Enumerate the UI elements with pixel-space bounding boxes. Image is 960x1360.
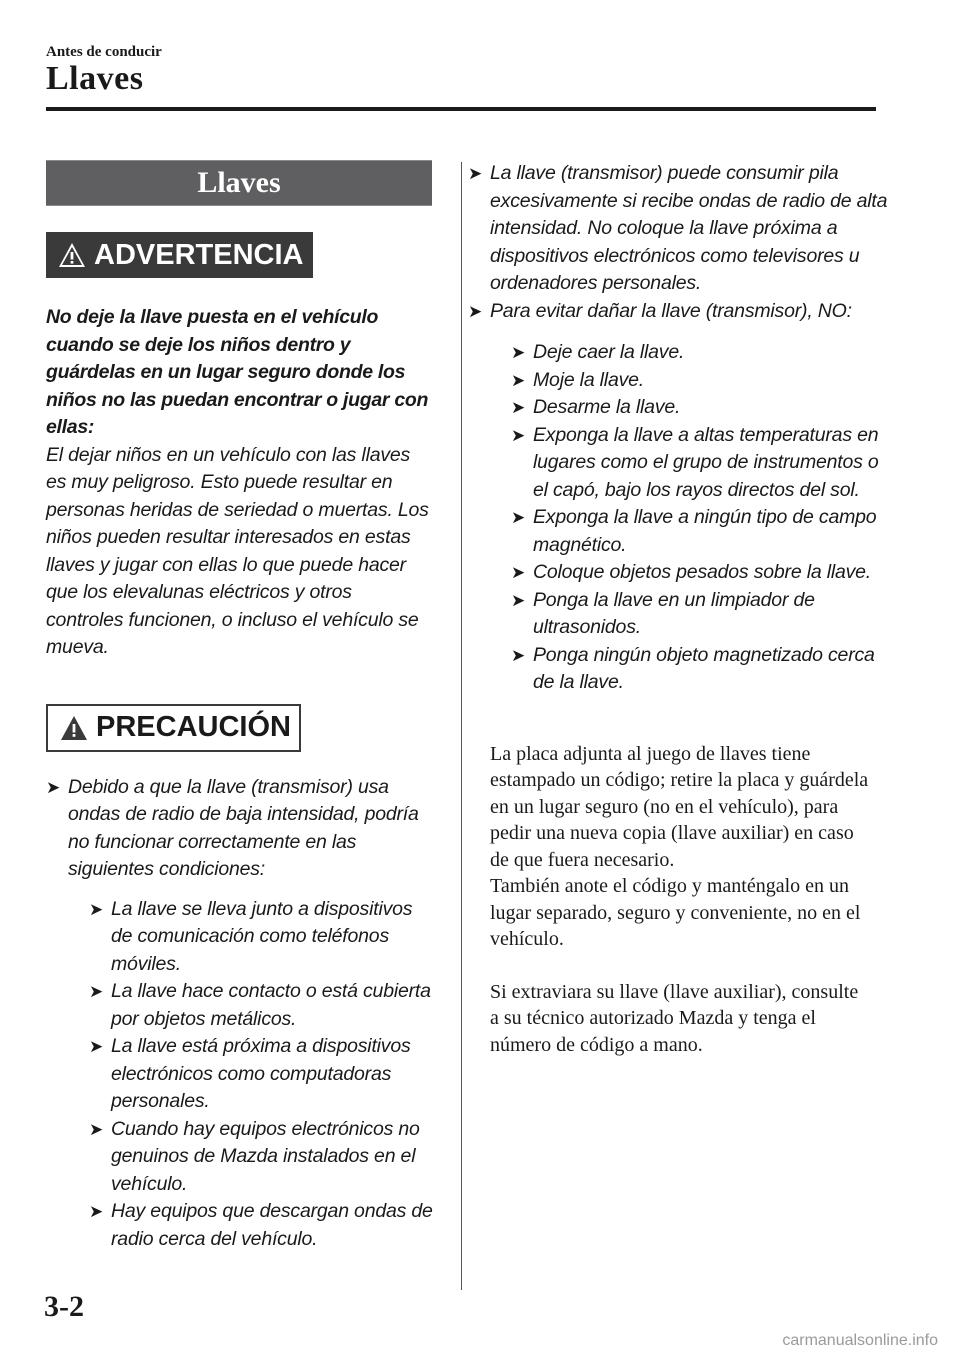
warning-text: El dejar niños en un vehículo con las llaves es muy peligroso. Esto puede resultar en personas heridas de seriedad o muertas. Los niños pueden resultar interesados en estas llaves y jugar con ellas lo que puede hacer que los elevalunas eléctricos y otros controles funcionen, o incluso el vehículo se mueva. xyxy=(46,443,429,658)
caution-list-continued xyxy=(468,160,890,697)
list-item-text: Para evitar dañar la llave (transmisor), NO: xyxy=(490,299,852,322)
arrowhead-bullet-icon: ➤ xyxy=(511,370,526,390)
list-item-text: La llave (transmisor) puede consumir pila excesivamente si recibe ondas de radio de alta intensidad. No coloque la llave próxima a dispositivos electrónicos como televisores u ordenadores personales. xyxy=(490,162,888,294)
warning-bold-text: No deje la llave puesta en el vehículo cuando se deje los niños dentro y guárdelas en un lugar seguro donde los niños no las puedan encontrar o jugar con ellas: xyxy=(46,306,429,438)
list-item-text: La llave se lleva junto a dispositivos de comunicación como teléfonos móviles. xyxy=(111,897,413,975)
sublist xyxy=(89,896,434,1254)
list-item xyxy=(511,642,890,697)
watermark: carmanualsonline.info xyxy=(782,1332,938,1349)
page-number: 3-2 xyxy=(44,1290,84,1323)
warning-triangle-icon xyxy=(60,715,88,741)
section-banner: Llaves xyxy=(46,160,432,206)
list-item-text: Desarme la llave. xyxy=(533,396,681,418)
warning-label: ADVERTENCIA xyxy=(94,238,304,271)
list-item-text: Ponga ningún objeto magnetizado cerca de la llave. xyxy=(533,643,875,693)
arrowhead-bullet-icon: ➤ xyxy=(89,1037,104,1056)
list-item xyxy=(89,896,434,979)
list-item-text: Cuando hay equipos electrónicos no genuinos de Mazda instalados en el vehículo. xyxy=(111,1117,420,1195)
arrowhead-bullet-icon: ➤ xyxy=(89,899,104,919)
arrowhead-bullet-icon: ➤ xyxy=(511,398,526,417)
arrowhead-bullet-icon: ➤ xyxy=(89,982,104,1001)
list-item-text: Moje la llave. xyxy=(533,368,645,391)
list-item xyxy=(511,339,890,367)
list-item xyxy=(511,394,890,422)
body-paragraph: La placa adjunta al juego de llaves tiene estampado un código; retire la placa y guárdela en un lugar seguro (no en el vehículo), para pedir una nueva copia (llave auxiliar) en caso de que fuera necesario. xyxy=(490,742,869,871)
list-item xyxy=(468,298,890,697)
list-item xyxy=(46,774,434,1254)
list-item xyxy=(89,978,434,1033)
body-paragraph: Si extraviara su llave (llave auxiliar), consulte a su técnico autorizado Mazda y tenga el número de código a mano. xyxy=(490,980,859,1056)
list-item xyxy=(89,1116,434,1199)
arrowhead-bullet-icon: ➤ xyxy=(511,645,526,665)
arrowhead-bullet-icon: ➤ xyxy=(511,508,526,527)
list-item xyxy=(511,422,890,505)
arrowhead-bullet-icon: ➤ xyxy=(46,777,61,797)
list-item-text: Deje caer la llave. xyxy=(533,341,685,363)
list-item-text: Ponga la llave en un limpiador de ultrasonidos. xyxy=(533,588,815,638)
list-item-text: La llave está próxima a dispositivos electrónicos como computadoras personales. xyxy=(111,1035,411,1112)
arrowhead-bullet-icon: ➤ xyxy=(511,590,526,610)
header-divider xyxy=(46,107,876,111)
list-item-text: La llave hace contacto o está cubierta por objetos metálicos. xyxy=(111,980,431,1030)
arrowhead-bullet-icon: ➤ xyxy=(89,1202,104,1221)
list-item-text: Exponga la llave a ningún tipo de campo magnético. xyxy=(533,506,877,556)
list-item-text: Exponga la llave a altas temperaturas en lugares como el grupo de instrumentos o el capó, bajo los rayos directos del sol. xyxy=(533,423,879,501)
list-item-text: Debido a que la llave (transmisor) usa ondas de radio de baja intensidad, podría no funcionar correctamente en las siguientes condiciones: xyxy=(68,775,419,880)
left-column xyxy=(46,160,434,1253)
warning-badge xyxy=(46,232,313,278)
section-name: Antes de conducir xyxy=(46,44,162,60)
list-item-text: Coloque objetos pesados sobre la llave. xyxy=(533,561,872,583)
body-paragraph: También anote el código y manténgalo en un lugar separado, seguro y conveniente, no en el vehículo. xyxy=(490,875,861,950)
caution-list xyxy=(46,774,434,1254)
list-item xyxy=(89,1198,434,1253)
right-column xyxy=(468,160,890,1058)
list-item xyxy=(511,587,890,642)
list-item xyxy=(511,504,890,559)
list-item-text: Hay equipos que descargan ondas de radio cerca del vehículo. xyxy=(111,1200,433,1250)
body-text xyxy=(490,741,870,1059)
column-divider xyxy=(461,162,462,1290)
arrowhead-bullet-icon: ➤ xyxy=(511,563,526,582)
page-title: Llaves xyxy=(46,60,144,97)
caution-label: PRECAUCIÓN xyxy=(96,711,291,743)
arrowhead-bullet-icon: ➤ xyxy=(511,425,526,445)
caution-badge xyxy=(46,704,301,752)
warning-triangle-icon xyxy=(58,242,86,268)
list-item xyxy=(468,160,890,298)
list-item xyxy=(89,1033,434,1116)
arrowhead-bullet-icon: ➤ xyxy=(511,343,526,362)
list-item xyxy=(511,367,890,395)
sublist xyxy=(511,339,890,697)
arrowhead-bullet-icon: ➤ xyxy=(468,164,483,183)
arrowhead-bullet-icon: ➤ xyxy=(468,301,483,321)
list-item xyxy=(511,559,890,587)
arrowhead-bullet-icon: ➤ xyxy=(89,1119,104,1139)
